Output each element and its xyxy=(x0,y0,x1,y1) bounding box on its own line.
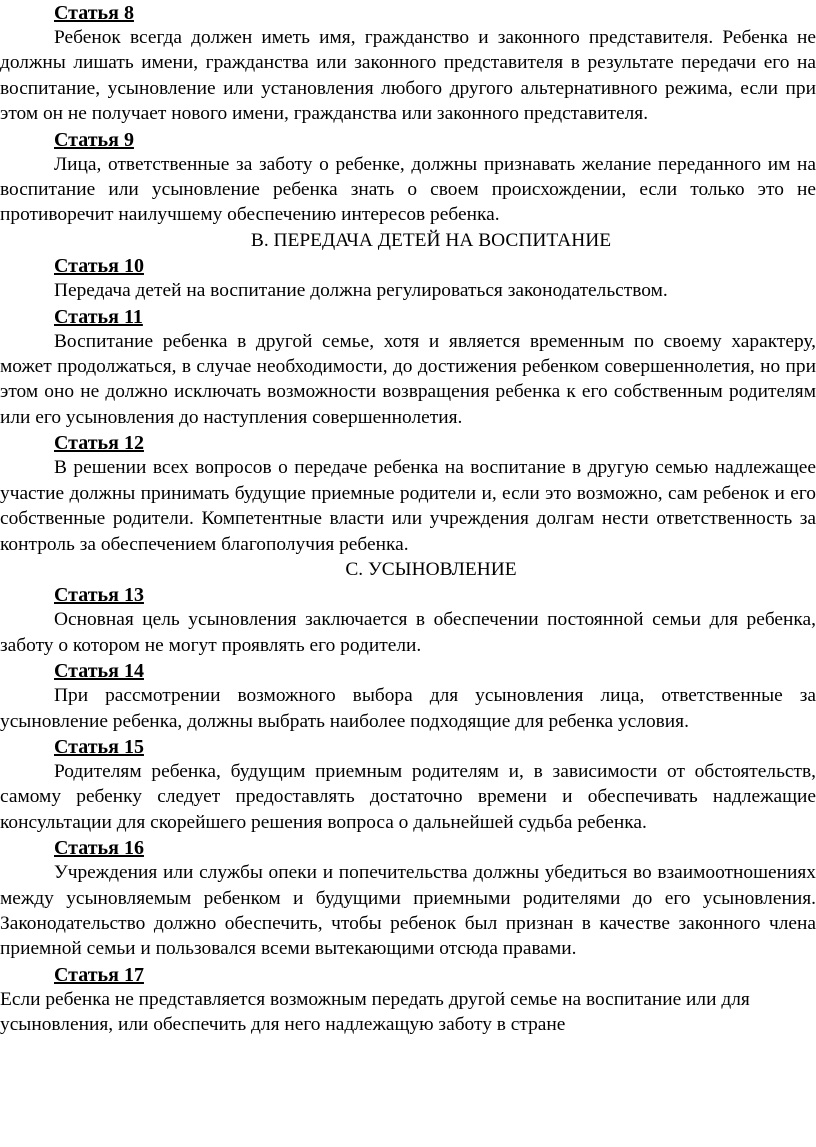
article-15-heading: Статья 15 xyxy=(54,735,144,758)
article-11-heading: Статья 11 xyxy=(54,305,143,328)
section-b-title: В. ПЕРЕДАЧА ДЕТЕЙ НА ВОСПИТАНИЕ xyxy=(250,229,612,251)
article-10-text: Передача детей на воспитание должна регулироваться законодательством. xyxy=(54,280,668,302)
article-12-heading: Статья 12 xyxy=(54,432,144,455)
article-9-heading: Статья 9 xyxy=(54,128,134,151)
article-14-heading: Статья 14 xyxy=(54,660,144,683)
article-9-text: Лица, ответственные за заботу о ребенке, должны признавать желание переданного им на воспитание или усыновление ребенка знать о своем происхождении, если только это не противоречит наилучшему обеспечению интересов ребенка. xyxy=(0,153,816,226)
article-8-heading: Статья 8 xyxy=(54,2,134,24)
article-12-text: В решении всех вопросов о передаче ребенка на воспитание в другую семью надлежащее участие должны принимать будущие приемные родители и, если это возможно, сам ребенок и его собственные родители. Компетентные власти или учреждения долгам нести ответственность за контроль за обеспечением благополучия ребенка. xyxy=(0,457,816,555)
article-15-text: Родителям ребенка, будущим приемным родителям и, в зависимости от обстоятельств, самому ребенку следует предоставлять достаточно времени и обеспечивать надлежащие консультации для скорейшего решения вопроса о дальнейшей судьба ребенка. xyxy=(0,760,816,833)
article-11-text: Воспитание ребенка в другой семье, хотя и является временным по своему характеру, может продолжаться, в случае необходимости, до достижения ребенком совершеннолетия, но при этом оно не должно исключать возможности возвращения ребенка к его собственным родителям или его усыновления до наступления совершеннолетия. xyxy=(0,330,816,428)
article-17-text: Если ребенка не представляется возможным передать другой семье на воспитание или для усыновления, или обеспечить для него надлежащую заботу в стране xyxy=(0,988,750,1036)
article-8-text: Ребенок всегда должен иметь имя, гражданство и законного представителя. Ребенка не должны лишать имени, гражданства или законного представителя в результате передачи его на воспитание, усыновление или установления любого другого альтернативного режима, если при этом он не получает нового имени, гражданства или законного представителя. xyxy=(0,27,816,125)
article-13-text: Основная цель усыновления заключается в обеспечении постоянной семьи для ребенка, заботу о котором не могут проявлять его родители. xyxy=(0,609,816,656)
article-17-heading: Статья 17 xyxy=(54,963,144,986)
article-16-text: Учреждения или службы опеки и попечительства должны убедиться во взаимоотношениях между усыновляемым ребенком и будущими приемными родителями до его усыновления. Законодательство должно обеспечить, чтобы ребенок был признан в качестве законного члена приемной семьи и пользовался всеми вытекающими отсюда правами. xyxy=(0,862,816,960)
article-14-text: При рассмотрении возможного выбора для усыновления лица, ответственные за усыновление ребенка, должны выбрать наиболее подходящие для ребенка условия. xyxy=(0,685,816,732)
section-c-title: С. УСЫНОВЛЕНИЕ xyxy=(345,558,517,580)
article-13-heading: Статья 13 xyxy=(54,584,144,607)
article-10-heading: Статья 10 xyxy=(54,255,144,278)
article-16-heading: Статья 16 xyxy=(54,837,144,860)
